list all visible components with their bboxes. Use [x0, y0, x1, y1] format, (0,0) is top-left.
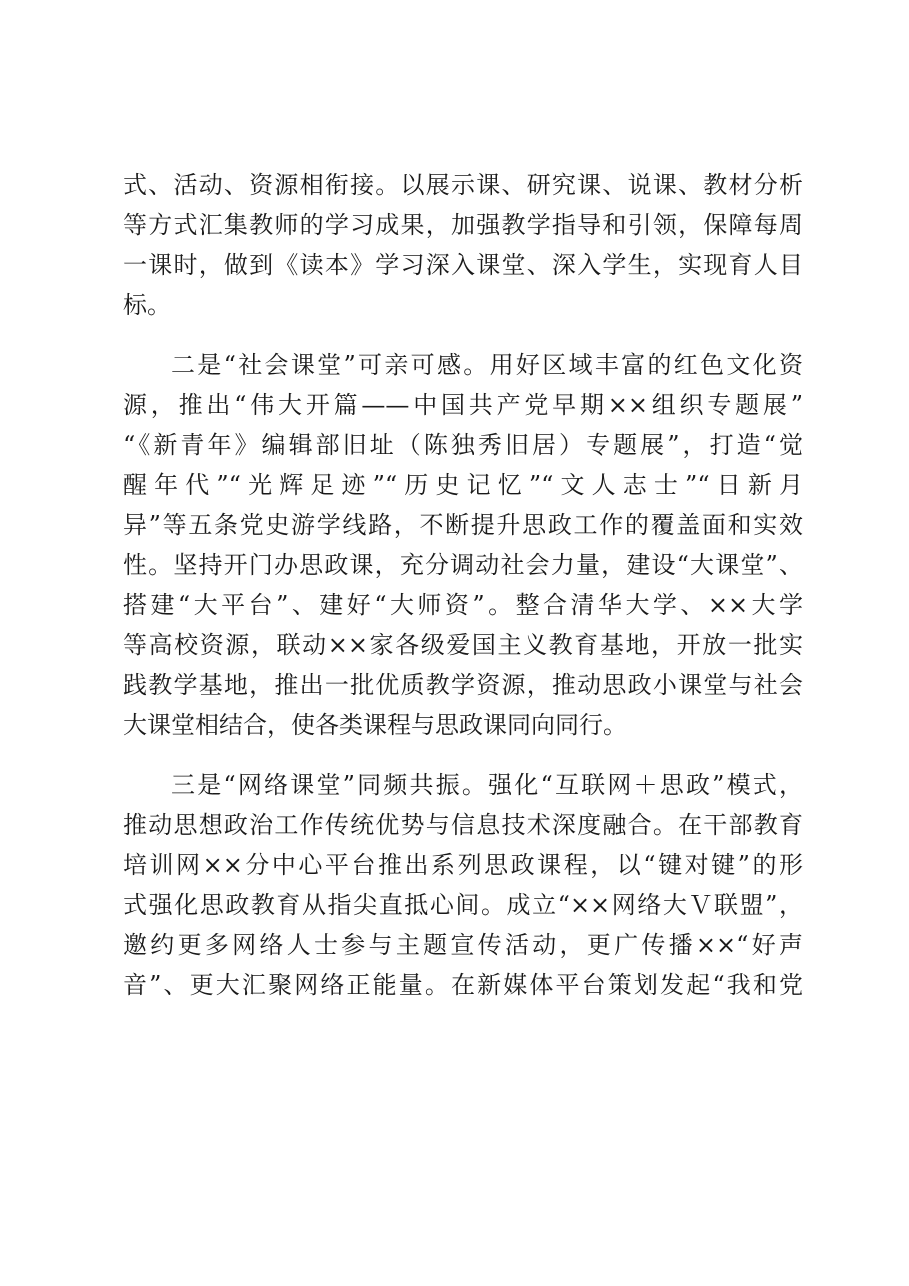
text-line: 推动思想政治工作传统优势与信息技术深度融合。在干部教育	[123, 811, 803, 839]
text-line: 音”、更大汇聚网络正能量。在新媒体平台策划发起“我和党	[123, 971, 803, 999]
text-line: 培训网××分中心平台推出系列思政课程，以“键对键”的形	[123, 851, 803, 879]
text-line: 一课时，做到《读本》学习深入课堂、深入学生，实现育人目	[123, 251, 803, 279]
text-line: 大课堂相结合，使各类课程与思政课同向同行。	[123, 711, 627, 739]
text-line: 践教学基地，推出一批优质教学资源，推动思政小课堂与社会	[123, 671, 803, 699]
text-line: 等高校资源，联动××家各级爱国主义教育基地，开放一批实	[123, 631, 803, 659]
text-line: 式、活动、资源相衔接。以展示课、研究课、说课、教材分析	[123, 171, 803, 199]
text-line: 异”等五条党史游学线路，不断提升思政工作的覆盖面和实效	[123, 511, 803, 539]
text-line: 等方式汇集教师的学习成果，加强教学指导和引领，保障每周	[123, 211, 803, 239]
text-line: 标。	[123, 291, 171, 319]
text-line: “《新青年》编辑部旧址（陈独秀旧居）专题展”，打造“觉	[123, 431, 803, 459]
paragraph-heading-line: 二是“社会课堂”可亲可感。用好区域丰富的红色文化资	[171, 351, 803, 379]
text-line: 醒年代”“光辉足迹”“历史记忆”“文人志士”“日新月	[123, 471, 803, 499]
paragraph-heading-line: 三是“网络课堂”同频共振。强化“互联网＋思政”模式，	[171, 771, 803, 799]
text-line: 源，推出“伟大开篇——中国共产党早期××组织专题展”	[123, 391, 803, 419]
text-line: 邀约更多网络人士参与主题宣传活动，更广传播××“好声	[123, 931, 803, 959]
text-line: 搭建“大平台”、建好“大师资”。整合清华大学、××大学	[123, 591, 803, 619]
text-line: 性。坚持开门办思政课，充分调动社会力量，建设“大课堂”、	[123, 551, 803, 579]
text-line: 式强化思政教育从指尖直抵心间。成立“××网络大Ｖ联盟”，	[123, 891, 803, 919]
